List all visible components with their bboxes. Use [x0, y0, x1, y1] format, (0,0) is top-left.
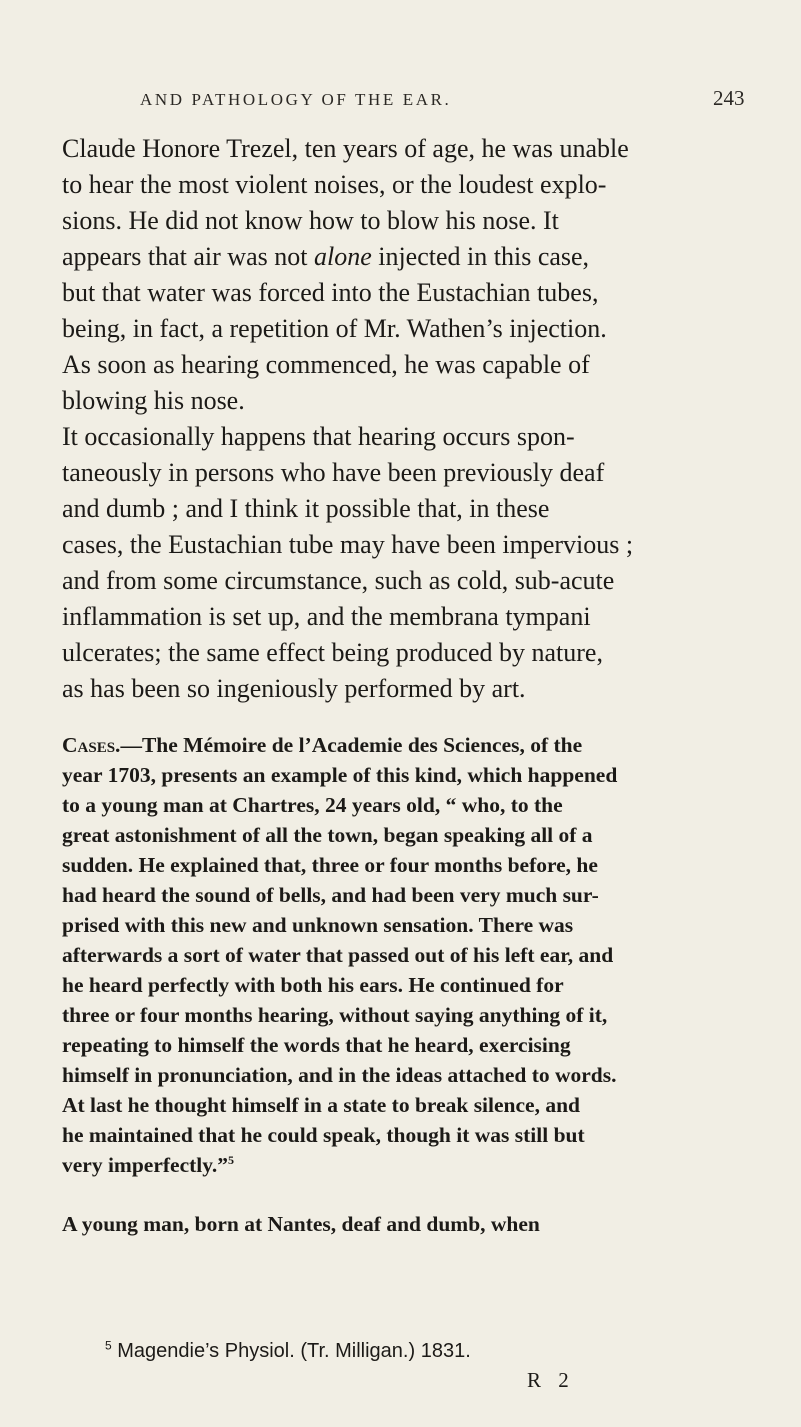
- text-line: great astonishment of all the town, began speaking all of a: [62, 823, 593, 847]
- text-line: Claude Honore Trezel, ten years of age, he was unable: [62, 134, 629, 163]
- text-line: afterwards a sort of water that passed out of his left ear, and: [62, 943, 614, 967]
- text-line: sudden. He explained that, three or four months before, he: [62, 853, 598, 877]
- text-run: —The Mémoire de l’Academie des Sciences, of the: [120, 733, 583, 757]
- text-line: repeating to himself the words that he heard, exercising: [62, 1033, 571, 1057]
- text-line: [62, 242, 780, 272]
- footnote-reference: 5: [227, 1153, 234, 1167]
- footnote-text: Magendie’s Physiol. (Tr. Milligan.) 1831.: [117, 1340, 471, 1362]
- text-line: three or four months hearing, without saying anything of it,: [62, 1003, 608, 1027]
- text-line: sions. He did not know how to blow his nose. It: [62, 206, 559, 235]
- text-line: ulcerates; the same effect being produced by nature,: [62, 638, 603, 667]
- text-line: had heard the sound of bells, and had been very much sur-: [62, 883, 599, 907]
- text-line: and from some circumstance, such as cold, sub-acute: [62, 566, 615, 595]
- text-run: appears that air was not: [62, 242, 314, 271]
- text-run: very imperfectly.”: [62, 1153, 228, 1177]
- footnote: [105, 1340, 471, 1363]
- text-line: he maintained that he could speak, though it was still but: [62, 1123, 585, 1147]
- text-line: and dumb ; and I think it possible that, in these: [62, 494, 550, 523]
- running-head: AND PATHOLOGY OF THE EAR.: [140, 90, 452, 109]
- footnote-number: 5: [105, 1338, 112, 1353]
- text-line: to hear the most violent noises, or the loudest explo-: [62, 170, 607, 199]
- text-line: At last he thought himself in a state to break silence, and: [62, 1093, 581, 1117]
- section-heading: Cases.: [62, 733, 121, 757]
- text-line: inflammation is set up, and the membrana tympani: [62, 602, 591, 631]
- signature-mark: R 2: [527, 1368, 575, 1392]
- text-line: to a young man at Chartres, 24 years old, “ who, to the: [62, 793, 563, 817]
- page-number: 243: [713, 86, 745, 110]
- text-line: As soon as hearing commenced, he was capable of: [62, 350, 590, 379]
- text-line: It occasionally happens that hearing occurs spon-: [62, 422, 575, 451]
- text-line: prised with this new and unknown sensation. There was: [62, 913, 574, 937]
- text-line: year 1703, presents an example of this kind, which happened: [62, 763, 618, 787]
- text-line: he heard perfectly with both his ears. He continued for: [62, 973, 564, 997]
- emphasis-text: alone: [313, 242, 372, 271]
- text-line: blowing his nose.: [62, 386, 245, 415]
- text-line: [62, 733, 780, 758]
- text-line: [62, 1153, 780, 1178]
- text-line: as has been so ingeniously performed by art.: [62, 674, 526, 703]
- text-line: himself in pronunciation, and in the ideas attached to words.: [62, 1063, 617, 1087]
- text-run: injected in this case,: [371, 242, 590, 271]
- text-line: cases, the Eustachian tube may have been impervious ;: [62, 530, 634, 559]
- text-line: taneously in persons who have been previously deaf: [62, 458, 605, 487]
- text-line: A young man, born at Nantes, deaf and dumb, when: [62, 1212, 540, 1236]
- text-line: being, in fact, a repetition of Mr. Wathen’s injection.: [62, 314, 607, 343]
- text-line: but that water was forced into the Eustachian tubes,: [62, 278, 599, 307]
